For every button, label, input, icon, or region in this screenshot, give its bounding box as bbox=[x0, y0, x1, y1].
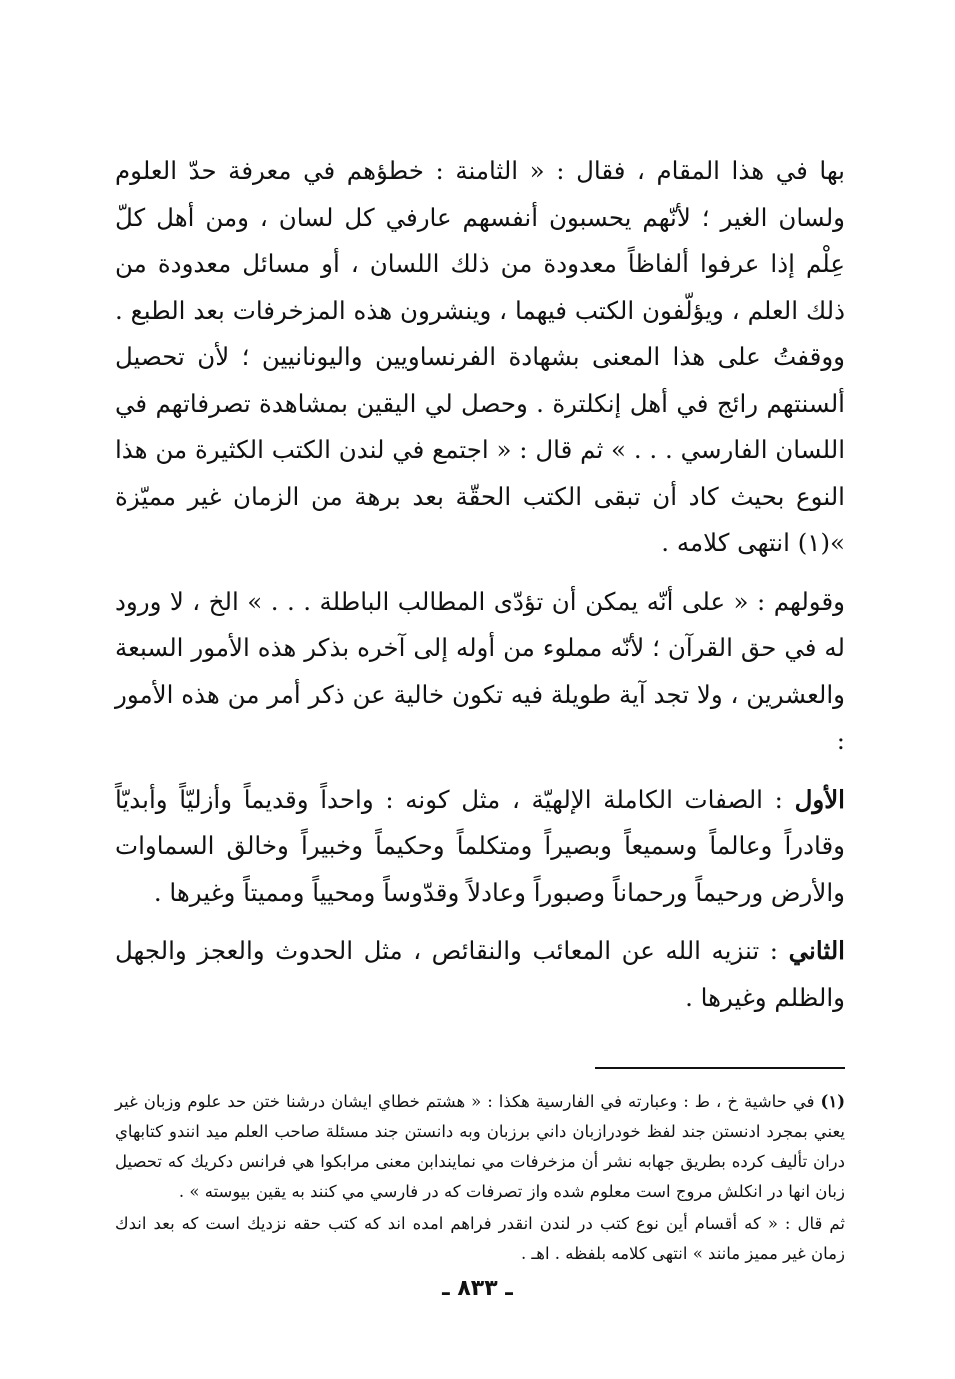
paragraph-4 bbox=[115, 928, 845, 1021]
paragraph-3 bbox=[115, 777, 845, 917]
paragraph-3-lead: الأول bbox=[794, 784, 845, 814]
footnote-1 bbox=[115, 1087, 845, 1207]
footnotes bbox=[115, 1087, 845, 1269]
paragraph-2: وقولهم : « على أنّه يمكن أن تؤدّى المطالب الباطلة . . . » الخ ، لا ورود له في حق القرآن ؛ لأنّه مملوء من أوله إلى آخره بذكر هذه الأمور السبعة والعشرين ، ولا تجد آية طويلة فيه تكون خالية عن ذكر أمر من هذه الأمور : bbox=[115, 586, 845, 755]
page-number: ـ ٨٣٣ ـ bbox=[442, 1276, 513, 1301]
paragraph-4-text: : تنزيه الله عن المعائب والنقائص ، مثل الحدوث والعجز والجهل والظلم وغيرها . bbox=[115, 936, 845, 1012]
paragraph-3-text: : الصفات الكاملة الإلهيّة ، مثل كونه : واحداً وقديماً وأزليّاً وأبديّاً وقادراً وعالماً وسميعاً وبصيراً ومتكلماً وحكيماً وخبيراً وخالق السماوات والأرض ورحيماً ورحماناً وصبوراً وعادلاً وقدّوساً ومحيياً ومميتاً وغيرها . bbox=[115, 784, 845, 907]
paragraph-4-lead: الثاني bbox=[788, 936, 845, 965]
footnote-1-text: في حاشية خ ، ط : وعبارته في الفارسية هكذا : « هشتم خطاي ايشان درشنا ختن حد علوم وزبان غير يعني بمجرد ادنستن جند لفظ خودرازبان داني برزبان وبه دانستن جند مسئلة صاحب العلم ميد انندو كتابهاي دران تأليف كرده بطريق جهابه نشر أن مزخرفات مي نمايندابن معنى مرابكوا هي فرانس دكريك كه تحصيل زبان انها در انكلش مروج است معلوم شده واز تصرفات كه در فارسي مي كنند به يقين بيوسته » . bbox=[115, 1092, 845, 1201]
paragraph-1: بها في هذا المقام ، فقال : « الثامنة : خطؤهم في معرفة حدّ العلوم ولسان الغير ؛ لأنّهم يحسبون أنفسهم عارفي كل لسان ، ومن أهل كلّ عِلْم إذا عرفوا ألفاظاً معدودة من ذلك اللسان ، أو مسائل معدودة من ذلك العلم ، ويؤلّفون الكتب فيهما ، وينشرون هذه المزخرفات بعد الطبع . ووقفتُ على هذا المعنى بشهادة الفرنساويين واليونانيين ؛ لأن تحصيل ألسنتهم رائج في أهل إنكلترة . وحصل لي اليقين بمشاهدة تصرفاتهم في اللسان الفارسي . . . » ثم قال : « اجتمع في لندن الكتب الكثيرة من هذا النوع بحيث كاد أن تبقى الكتب الحقّة بعد برهة من الزمان غير مميّزة »(١) انتهى كلامه . bbox=[115, 156, 845, 557]
main-text bbox=[115, 148, 845, 1021]
footnote-1-number: (١) bbox=[820, 1092, 845, 1111]
footnote-divider bbox=[595, 1067, 845, 1069]
footnote-2: ثم قال : « كه أقسام أين نوع كتب در لندن انقدر فراهم امده اند كه كتب حقه نزديك است كه بعد اندك زمان غير مميز مانند » انتهى كلامه بلفظه . اهـ . bbox=[115, 1214, 845, 1263]
footnote-divider-wrap bbox=[115, 1033, 845, 1087]
page-body bbox=[115, 148, 845, 1269]
